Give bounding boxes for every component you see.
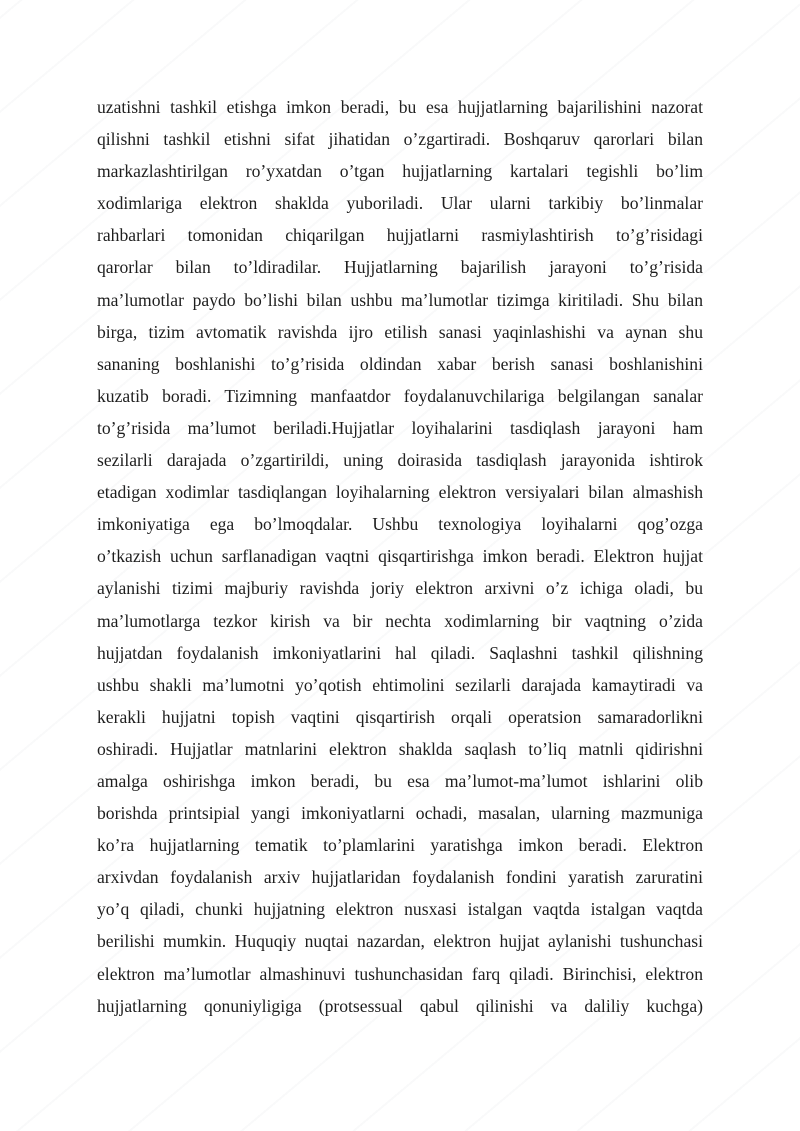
text-line: arxivdan foydalanish arxiv hujjatlaridan foydalanish fondini yaratish zaruratini [97,867,703,888]
text-line: to’g’risida ma’lumot beriladi.Hujjatlar loyihalarini tasdiqlash jarayoni ham [97,417,703,438]
text-line: rahbarlari tomonidan chiqarilgan hujjatlarni rasmiylashtirish to’g’risidagi [97,225,703,246]
text-line: sezilarli darajada o’zgartirildi, uning doirasida tasdiqlash jarayonida ishtirok [97,450,703,471]
text-line: kerakli hujjatni topish vaqtini qisqartirish orqali operatsion samaradorlikni [97,706,703,727]
text-line: aylanishi tizimi majburiy ravishda joriy elektron arxivni o’z ichiga oladi, bu [97,578,703,599]
text-line: hujjatlarning qonuniyligiga (protsessual qabul qilinishi va daliliy kuchga) [97,995,703,1016]
text-line: ko’ra hujjatlarning tematik to’plamlarini yaratishga imkon beradi. Elektron [97,835,703,856]
text-line: qilishni tashkil etishni sifat jihatidan o’zgartiradi. Boshqaruv qarorlari bilan [97,129,703,150]
text-line: etadigan xodimlar tasdiqlangan loyihalarning elektron versiyalari bilan almashish [97,482,703,503]
text-line: markazlashtirilgan ro’yxatdan o’tgan hujjatlarning kartalari tegishli bo’lim [97,161,703,182]
text-line: berilishi mumkin. Huquqiy nuqtai nazardan, elektron hujjat aylanishi tushunchasi [97,931,703,952]
text-line: amalga oshirishga imkon beradi, bu esa ma’lumot-ma’lumot ishlarini olib [97,770,703,791]
text-line: qarorlar bilan to’ldiradilar. Hujjatlarning bajarilish jarayoni to’g’risida [97,257,703,278]
text-line: xodimlariga elektron shaklda yuboriladi. Ular ularni tarkibiy bo’linmalar [97,193,703,214]
text-line: sananing boshlanishi to’g’risida oldindan xabar berish sanasi boshlanishini [97,353,703,374]
text-line: birga, tizim avtomatik ravishda ijro etilish sanasi yaqinlashishi va aynan shu [97,321,703,342]
text-line: uzatishni tashkil etishga imkon beradi, bu esa hujjatlarning bajarilishini nazorat [97,97,703,117]
text-line: oshiradi. Hujjatlar matnlarini elektron shaklda saqlash to’liq matnli qidirishni [97,738,703,759]
text-line: o’tkazish uchun sarflanadigan vaqtni qisqartirishga imkon beradi. Elektron hujjat [97,546,703,567]
text-line: imkoniyatiga ega bo’lmoqdalar. Ushbu texnologiya loyihalarni qog’ozga [97,514,703,535]
text-line: elektron ma’lumotlar almashinuvi tushunchasidan farq qiladi. Birinchisi, elektron [97,963,703,984]
text-line: borishda printsipial yangi imkoniyatlarni ochadi, masalan, ularning mazmuniga [97,803,703,824]
body-text [97,91,703,1022]
text-line: kuzatib boradi. Tizimning manfaatdor foydalanuvchilariga belgilangan sanalar [97,385,703,406]
text-line: hujjatdan foydalanish imkoniyatlarini hal qiladi. Saqlashni tashkil qilishning [97,642,703,663]
text-line: ma’lumotlar paydo bo’lishi bilan ushbu ma’lumotlar tizimga kiritiladi. Shu bilan [97,289,703,310]
text-line: yo’q qiladi, chunki hujjatning elektron nusxasi istalgan vaqtda istalgan vaqtda [97,899,703,920]
text-line: ma’lumotlarga tezkor kirish va bir nechta xodimlarning bir vaqtning o’zida [97,610,703,631]
text-line: ushbu shakli ma’lumotni yo’qotish ehtimolini sezilarli darajada kamaytiradi va [97,674,703,695]
